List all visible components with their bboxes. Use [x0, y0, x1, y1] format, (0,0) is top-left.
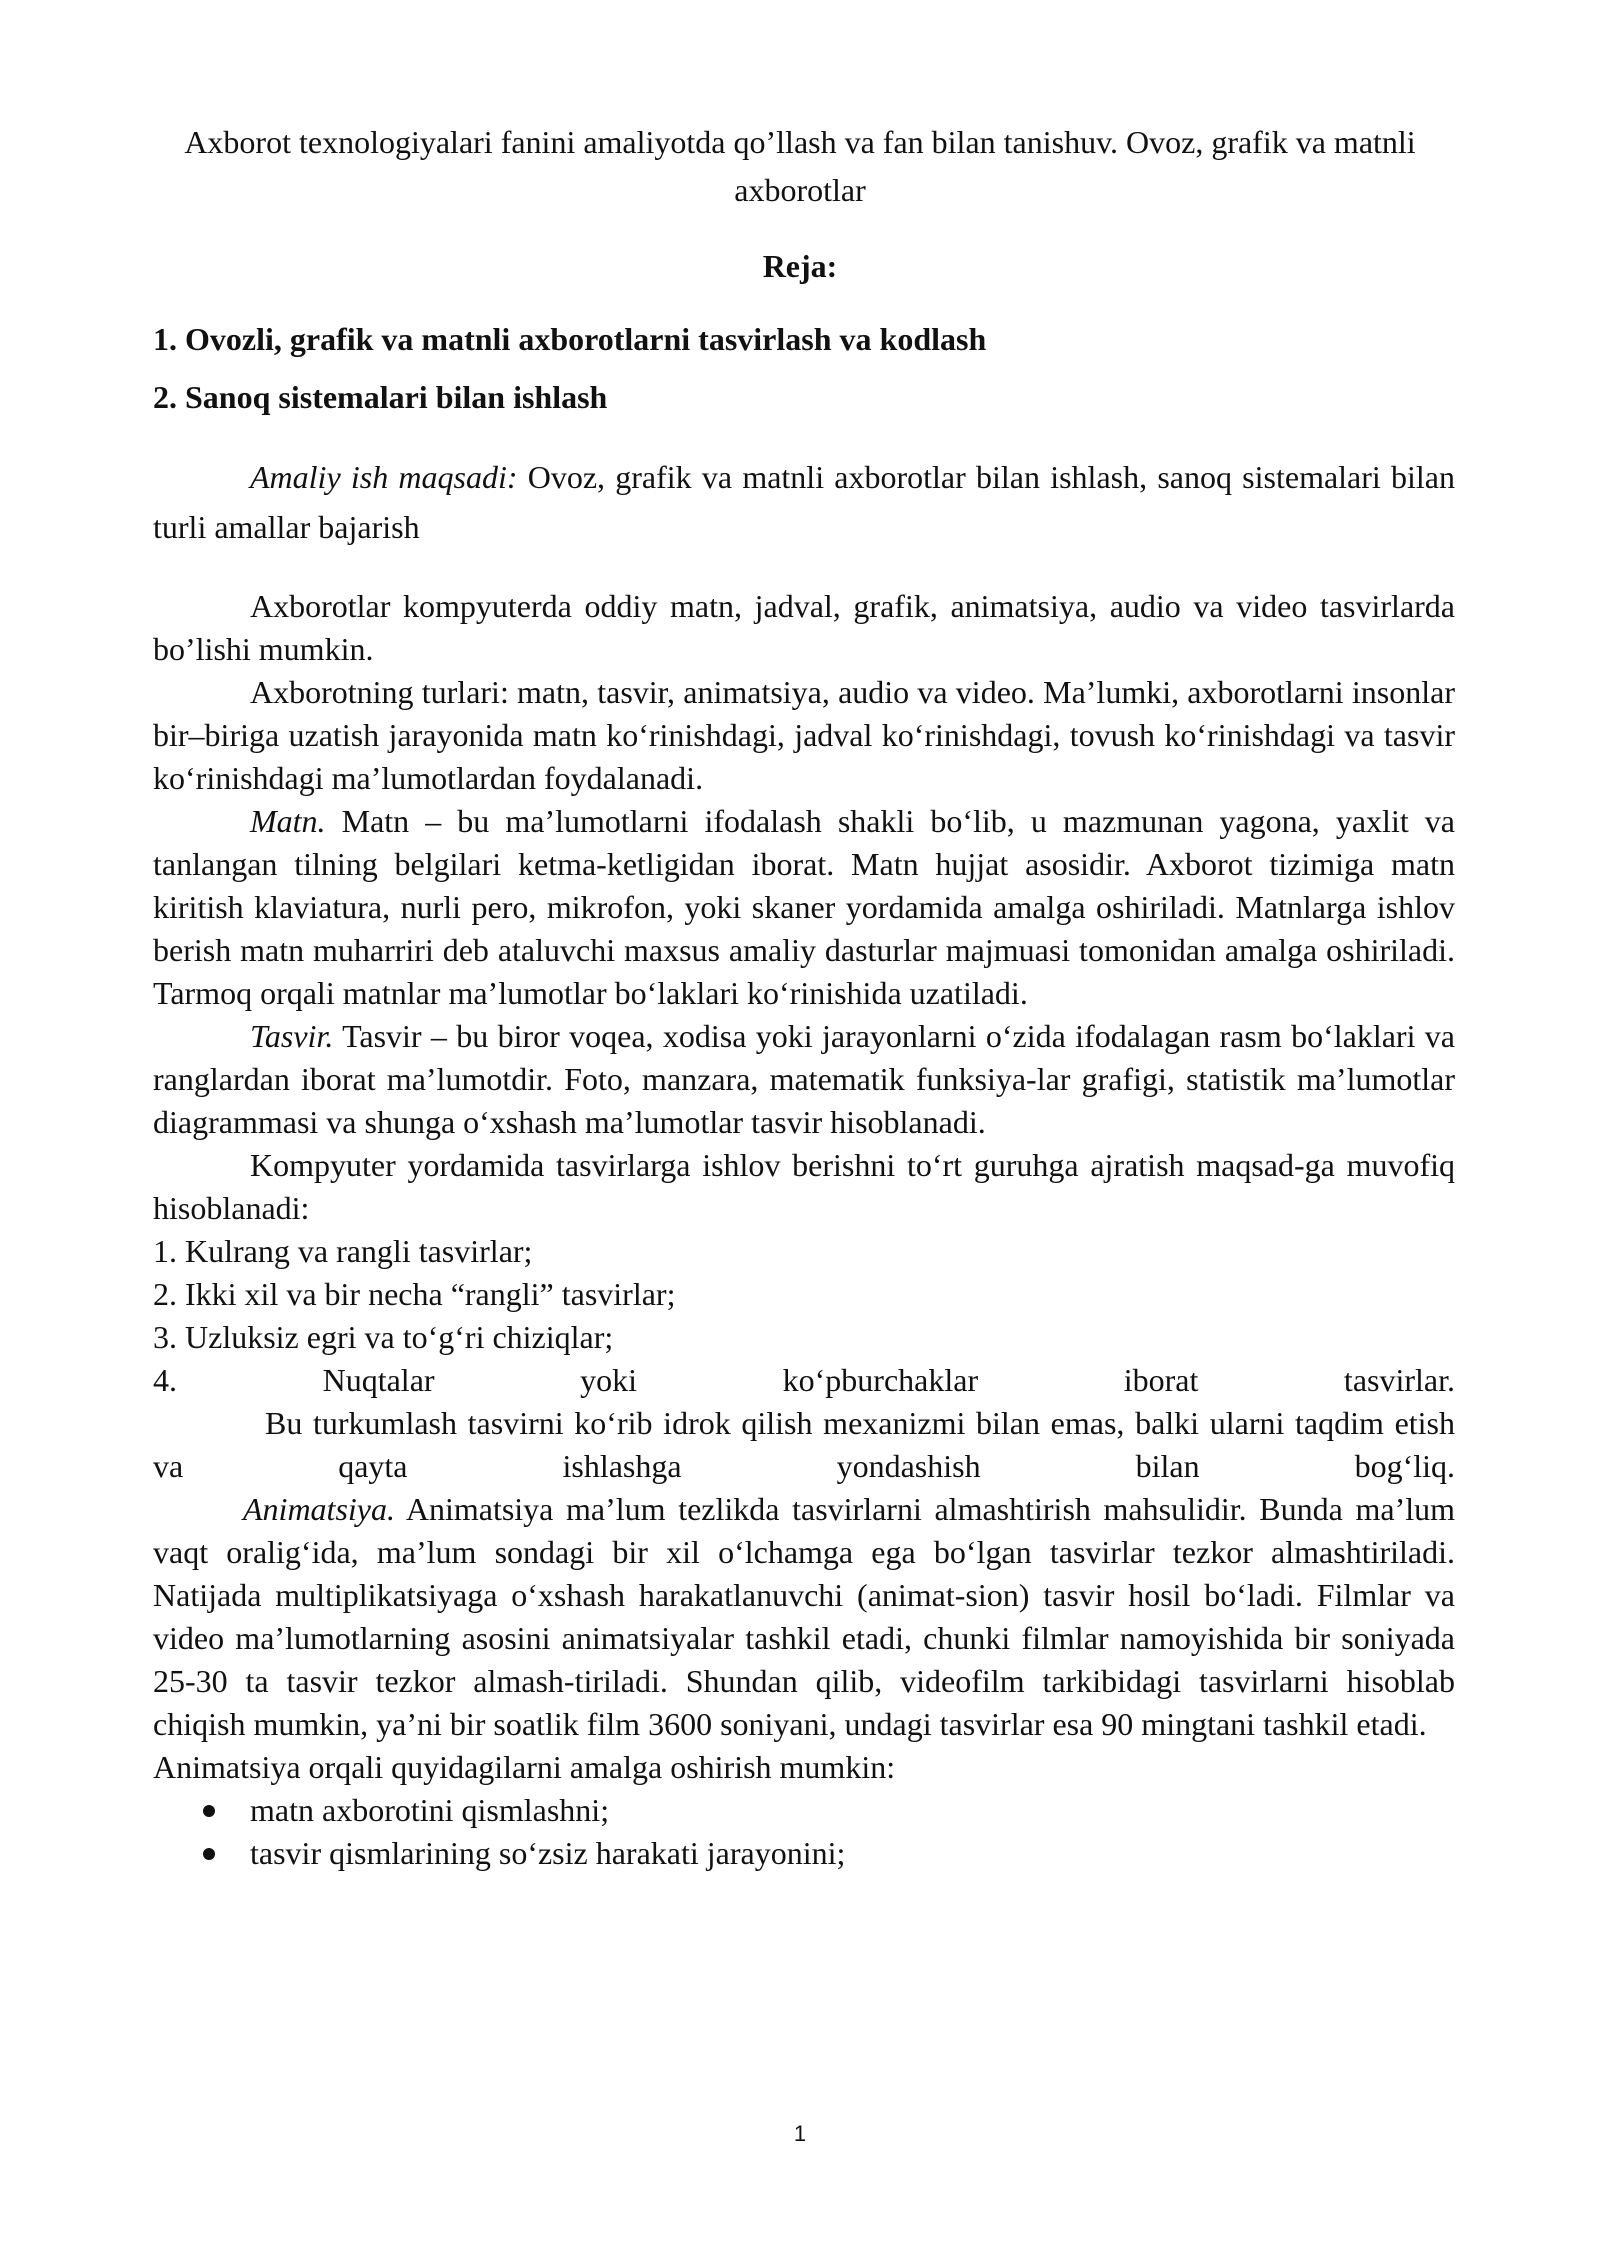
bullet-item: matn axborotini qismlashni; [153, 1789, 1455, 1832]
document-title: Axborot texnologiyalari fanini amaliyotda qo’llash va fan bilan tanishuv. Ovoz, grafik va matnli axborotlar [184, 124, 1416, 208]
aim-label: Amaliy ish maqsadi: [250, 459, 518, 495]
paragraph-animatsiya [153, 1488, 1455, 1746]
tasvir-label: Tasvir. [250, 1018, 334, 1054]
aim-text: Ovoz, grafik va matnli axborotlar bilan ishlash, sanoq sistemalari bilan turli amallar bajarish [153, 459, 1456, 545]
paragraph-intro: Axborotlar kompyuterda oddiy matn, jadval, grafik, animatsiya, audio va video tasvirlarda bo’lishi mumkin. [153, 588, 1455, 667]
paragraph-turkum: Bu turkumlash tasvirni ko‘rib idrok qilish mexanizmi bilan emas, balki ularni taqdim etish va qayta ishlashga yondashish bilan bog‘liq. [153, 1405, 1455, 1484]
paragraph-anim-intro: Animatsiya orqali quyidagilarni amalga oshirish mumkin: [153, 1749, 896, 1785]
list-item: 2. Ikki xil va bir necha “rangli” tasvirlar; [153, 1276, 676, 1312]
plan-item-1: 1. Ovozli, grafik va matnli axborotlarni tasvirlash va kodlash [153, 321, 987, 357]
bullet-item: tasvir qismlarining so‘zsiz harakati jarayonini; [153, 1832, 1455, 1875]
paragraph-matn [153, 800, 1455, 1015]
list-item: 3. Uzluksiz egri va to‘g‘ri chiziqlar; [153, 1319, 614, 1355]
tasvir-text: Tasvir – bu biror voqea, xodisa yoki jarayonlarni o‘zida ifodalagan rasm bo‘laklari va ranglardan iborat ma’lumotdir. Foto, manzara, matematik funksiya-lar grafigi, statistik ma’lumotlar diagrammasi va shunga o‘xshash ma’lumotlar tasvir hisoblanadi. [153, 1018, 1455, 1140]
page-number: 1 [793, 2121, 807, 2146]
paragraph-types: Axborotning turlari: matn, tasvir, animatsiya, audio va video. Ma’lumki, axborotlarni insonlar bir–biriga uzatish jarayonida matn ko‘rinishdagi, jadval ko‘rinishdagi, tovush ko‘rinishdagi va tasvir ko‘rinishdagi ma’lumotlardan foydalanadi. [153, 674, 1455, 796]
animatsiya-label: Animatsiya. [243, 1491, 395, 1527]
matn-text: Matn – bu ma’lumotlarni ifodalash shakli bo‘lib, u mazmunan yagona, yaxlit va tanlangan tilning belgilari ketma-ketligidan iborat. Matn hujjat asosidir. Axborot tizimiga matn kiritish klaviatura, nurli pero, mikrofon, yoki skaner yordamida amalga oshiriladi. Matnlarga ishlov berish matn muharriri deb ataluvchi maxsus amaliy dasturlar majmuasi tomonidan amalga oshiriladi. Tarmoq orqali matnlar ma’lumotlar bo‘laklari ko‘rinishida uzatiladi. [153, 803, 1455, 1011]
list-item: 1. Kulrang va rangli tasvirlar; [153, 1233, 533, 1269]
animatsiya-text: Animatsiya ma’lum tezlikda tasvirlarni almashtirish mahsulidir. Bunda ma’lum vaqt oralig‘ida, ma’lum sondagi bir xil o‘lchamga ega bo‘lgan tasvirlar tezkor almashtiriladi. Natijada multiplikatsiyaga o‘xshash harakatlanuvchi (animat-sion) tasvir hosil bo‘ladi. Filmlar va video ma’lumotlarning asosini animatsiyalar tashkil etadi, chunki filmlar namoyishida bir soniyada 25-30 ta tasvir tezkor almash-tiriladi. Shundan qilib, videofilm tarkibidagi tasvirlarni hisoblab chiqish mumkin, ya’ni bir soatlik film 3600 soniyani, undagi tasvirlar esa 90 mingtani tashkil etadi. [153, 1491, 1455, 1742]
plan-heading: Reja: [762, 248, 838, 284]
bullet-icon [203, 1848, 215, 1860]
paragraph-tasvir [153, 1015, 1455, 1144]
bullet-icon [203, 1805, 215, 1817]
list-item: 4. Nuqtalar yoki ko‘pburchaklar iborat tasvirlar. [153, 1362, 1455, 1398]
bullet-list [153, 1789, 1455, 1875]
aim-paragraph [153, 452, 1455, 552]
plan-item-2: 2. Sanoq sistemalari bilan ishlash [153, 379, 608, 415]
matn-label: Matn. [250, 803, 326, 839]
main-text [153, 585, 1455, 1875]
paragraph-kompyuter: Kompyuter yordamida tasvirlarga ishlov berishni to‘rt guruhga ajratish maqsad-ga muvofiq hisoblanadi: [153, 1147, 1455, 1226]
